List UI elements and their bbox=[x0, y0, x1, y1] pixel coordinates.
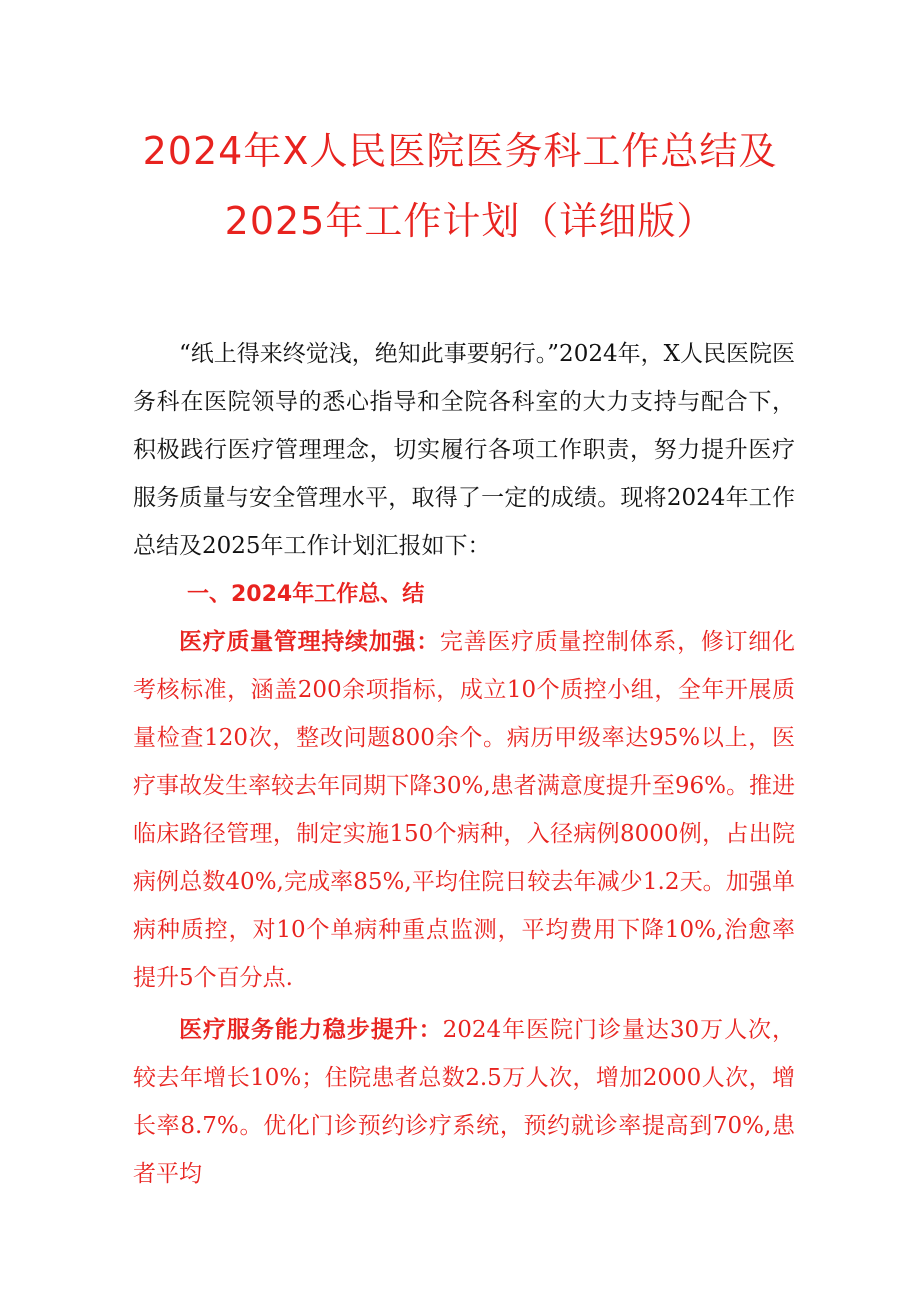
intro-paragraph: “纸上得来终觉浅，绝知此事要躬行。”2024年，X人民医院医务科在医院领导的悉心指导和全院各科室的大力支持与配合下，积极践行医疗管理理念，切实履行各项工作职责，努力提升医疗服务质量与安全管理水平，取得了一定的成绩。现将2024年工作总结及2025年工作计划汇报如下： bbox=[133, 341, 795, 559]
paragraph-lead: 医疗质量管理持续加强： bbox=[179, 629, 440, 655]
paragraph-lead: 医疗服务能力稳步提升： bbox=[179, 1017, 443, 1043]
document-title-line-2: 2025年工作计划（详细版） bbox=[224, 199, 716, 243]
paragraph-body: 完善医疗质量控制体系，修订细化考核标准，涵盖200余项指标，成立10个质控小组，全年开展质量检查120次，整改问题800余个。病历甲级率达95%以上，医疗事故发生率较去年同期下降30%,患者满意度提升至96%。推进临床路径管理，制定实施150个病种，入径病例8000例，占出院病例总数40%,完成率85%,平均住院日较去年减少1.2天。加强单病种质控，对10个单病种重点监测，平均费用下降10%,治愈率提升5个百分点. bbox=[133, 629, 796, 991]
document-title-line-1: 2024年X人民医院医务科工作总结及 bbox=[142, 129, 778, 173]
quality-management-paragraph bbox=[133, 618, 795, 1002]
section-1-heading: 一、2024年工作总、结 bbox=[187, 582, 425, 607]
service-capacity-paragraph bbox=[133, 1006, 795, 1198]
paragraph-body: 2024年医院门诊量达30万人次，较去年增长10%；住院患者总数2.5万人次，增加2000人次，增长率8.7%。优化门诊预约诊疗系统，预约就诊率提高到70%,患者平均 bbox=[133, 1017, 796, 1187]
